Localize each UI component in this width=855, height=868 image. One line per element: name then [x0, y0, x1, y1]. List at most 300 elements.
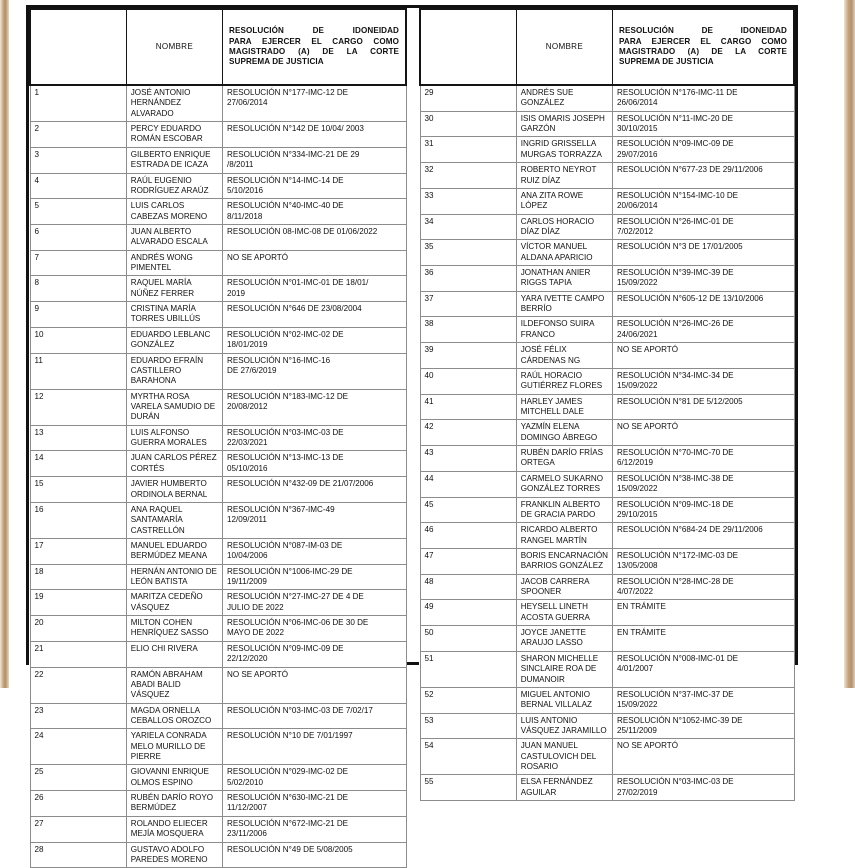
document-page — [12, 0, 841, 864]
right-column — [419, 8, 795, 801]
resolution-line: RESOLUCIÓN N°03-IMC-03 DE — [617, 777, 734, 787]
resolution-line: 7/02/2012 — [617, 226, 654, 236]
cell-number: 46 — [420, 523, 516, 549]
table-row — [30, 703, 406, 729]
resolution-line: RESOLUCIÓN N°13-IMC-13 DE — [227, 453, 344, 463]
cell-resolution — [223, 250, 407, 276]
table-row — [420, 137, 794, 163]
resolution-line: RESOLUCIÓN N°14-IMC-14 DE — [227, 175, 344, 185]
resolution-line: NO SE APORTÓ — [617, 422, 679, 432]
cell-name: JUAN ALBERTO ALVARADO ESCALA — [126, 224, 222, 250]
resolution-line: RESOLUCIÓN N°087-IM-03 DE — [227, 540, 343, 550]
cell-number: 2 — [30, 122, 126, 148]
cell-name: INGRID GRISSELLA MURGAS TORRAZZA — [516, 137, 612, 163]
two-column-layout — [29, 8, 795, 864]
cell-number: 41 — [420, 394, 516, 420]
cell-number: 36 — [420, 266, 516, 292]
table-row — [30, 451, 406, 477]
resolution-line: EN TRÁMITE — [617, 628, 666, 638]
cell-resolution — [613, 739, 795, 775]
cell-name: ANDRÉS SUE GONZÁLEZ — [516, 85, 612, 111]
column-header-resolution — [223, 9, 407, 85]
cell-resolution — [613, 497, 795, 523]
table-row — [420, 317, 794, 343]
resolution-line: 27/06/2014 — [227, 98, 268, 108]
resolution-line: RESOLUCIÓN N°432-09 DE 21/07/2006 — [227, 479, 374, 489]
resolution-line: RESOLUCIÓN N°27-IMC-27 DE 4 DE — [227, 592, 364, 602]
resolution-line: RESOLUCIÓN N°39-IMC-39 DE — [617, 268, 734, 278]
cell-number: 53 — [420, 713, 516, 739]
cell-name: RAMÓN ABRAHAM ABADI BALID VÁSQUEZ — [126, 667, 222, 703]
resolution-line: 18/01/2019 — [227, 340, 268, 350]
cell-number: 16 — [30, 502, 126, 538]
cell-name: MARITZA CEDEÑO VÁSQUEZ — [126, 590, 222, 616]
cell-name: ANDRÉS WONG PIMENTEL — [126, 250, 222, 276]
resolution-line: 13/05/2008 — [617, 561, 658, 571]
cell-name: VÍCTOR MANUEL ALDANA APARICIO — [516, 240, 612, 266]
cell-number: 18 — [30, 564, 126, 590]
resolution-line: 10/04/2006 — [227, 551, 268, 561]
resolution-line: RESOLUCIÓN N°34-IMC-34 DE — [617, 370, 734, 380]
resolution-line: RESOLUCIÓN N°02-IMC-02 DE — [227, 329, 344, 339]
cell-resolution — [613, 85, 795, 111]
cell-name: JAVIER HUMBERTO ORDINOLA BERNAL — [126, 477, 222, 503]
cell-resolution — [613, 111, 795, 137]
cell-resolution — [223, 590, 407, 616]
cell-resolution — [613, 687, 795, 713]
cell-number: 40 — [420, 368, 516, 394]
cell-number: 45 — [420, 497, 516, 523]
cell-number: 37 — [420, 291, 516, 317]
cell-name: MIGUEL ANTONIO BERNAL VILLALAZ — [516, 687, 612, 713]
table-row — [30, 641, 406, 667]
cell-number: 35 — [420, 240, 516, 266]
table-header-left — [30, 9, 406, 85]
table-row — [420, 574, 794, 600]
cell-name: BORIS ENCARNACIÓN BARRIOS GONZÁLEZ — [516, 548, 612, 574]
cell-number: 6 — [30, 224, 126, 250]
cell-number: 31 — [420, 137, 516, 163]
cell-resolution — [223, 502, 407, 538]
cell-number: 43 — [420, 446, 516, 472]
resolution-line: RESOLUCIÓN N°172-IMC-03 DE — [617, 550, 739, 560]
resolution-line: NO SE APORTÓ — [617, 345, 679, 355]
cell-number: 19 — [30, 590, 126, 616]
cell-resolution — [223, 791, 407, 817]
cell-resolution — [223, 85, 407, 122]
cell-number: 49 — [420, 600, 516, 626]
resolution-line: RESOLUCIÓN N°16-IMC-16 — [227, 355, 331, 365]
resolution-line: 8/11/2018 — [227, 211, 263, 221]
resolution-line: RESOLUCIÓN N°03-IMC-03 DE 7/02/17 — [227, 705, 373, 715]
resolution-line: RESOLUCIÓN N°177-IMC-12 DE — [227, 88, 349, 97]
resolution-line: 26/06/2014 — [617, 98, 658, 108]
cell-resolution — [613, 137, 795, 163]
cell-number: 27 — [30, 816, 126, 842]
cell-number: 42 — [420, 420, 516, 446]
cell-resolution — [613, 291, 795, 317]
table-row — [30, 276, 406, 302]
cell-resolution — [223, 842, 407, 868]
cell-resolution — [223, 353, 407, 389]
resolution-line: 15/09/2022 — [617, 700, 658, 710]
cell-name: GIOVANNI ENRIQUE OLMOS ESPINO — [126, 765, 222, 791]
cell-number: 9 — [30, 302, 126, 328]
table-row — [30, 147, 406, 173]
table-row — [420, 240, 794, 266]
table-row — [420, 163, 794, 189]
header-line-1: RESOLUCIÓN DE IDONEIDAD — [229, 26, 399, 36]
resolution-line: 30/10/2015 — [617, 124, 658, 134]
resolution-line: DE 27/6/2019 — [227, 365, 277, 375]
cell-resolution — [613, 240, 795, 266]
cell-name: JUAN CARLOS PÉREZ CORTÉS — [126, 451, 222, 477]
table-row — [30, 477, 406, 503]
table-row — [30, 122, 406, 148]
cell-number: 13 — [30, 425, 126, 451]
cell-name: RAQUEL MARÍA NÚÑEZ FERRER — [126, 276, 222, 302]
cell-name: HEYSELL LINETH ACOSTA GUERRA — [516, 600, 612, 626]
resolution-line: 11/12/2007 — [227, 803, 267, 813]
table-row — [420, 775, 794, 801]
page-edge-left — [0, 0, 9, 688]
cell-resolution — [613, 343, 795, 369]
cell-name: MILTON COHEN HENRÍQUEZ SASSO — [126, 616, 222, 642]
resolution-line: MAYO DE 2022 — [227, 628, 284, 638]
cell-name: HARLEY JAMES MITCHELL DALE — [516, 394, 612, 420]
cell-resolution — [223, 147, 407, 173]
resolution-line: RESOLUCIÓN N°09-IMC-09 DE — [617, 139, 734, 149]
cell-resolution — [613, 214, 795, 240]
table-row — [420, 291, 794, 317]
cell-resolution — [223, 538, 407, 564]
resolution-line: RESOLUCIÓN N°677-23 DE 29/11/2006 — [617, 165, 763, 175]
resolution-line: 2019 — [227, 288, 246, 298]
page-edge-right — [844, 0, 855, 688]
resolution-line: 27/02/2019 — [617, 787, 658, 797]
table-row — [30, 816, 406, 842]
resolution-line: RESOLUCIÓN N°26-IMC-01 DE — [617, 216, 734, 226]
cell-resolution — [613, 600, 795, 626]
cell-number: 17 — [30, 538, 126, 564]
cell-resolution — [223, 816, 407, 842]
cell-name: GUSTAVO ADOLFO PAREDES MORENO — [126, 842, 222, 868]
resolution-line: RESOLUCIÓN N°40-IMC-40 DE — [227, 201, 344, 211]
cell-number: 30 — [420, 111, 516, 137]
table-body-right — [420, 85, 794, 801]
cell-name: GILBERTO ENRIQUE ESTRADA DE ICAZA — [126, 147, 222, 173]
resolution-line: RESOLUCIÓN N°154-IMC-10 DE — [617, 190, 739, 200]
table-row — [30, 842, 406, 868]
resolution-line: NO SE APORTÓ — [617, 741, 679, 751]
cell-number: 48 — [420, 574, 516, 600]
header-line-3: MAGISTRADO (A) DE LA CORTE — [619, 47, 787, 56]
resolution-line: 19/11/2009 — [227, 577, 267, 587]
cell-name: ROLANDO ELIECER MEJÍA MOSQUERA — [126, 816, 222, 842]
header-line-2: PARA EJERCER EL CARGO COMO — [619, 36, 787, 46]
cell-resolution — [223, 302, 407, 328]
resolution-line: RESOLUCIÓN N°49 DE 5/08/2005 — [227, 844, 353, 854]
resolution-line: 05/10/2016 — [227, 463, 268, 473]
resolution-line: RESOLUCIÓN N°684-24 DE 29/11/2006 — [617, 525, 763, 535]
cell-number: 52 — [420, 687, 516, 713]
resolution-line: RESOLUCIÓN N°03-IMC-03 DE — [227, 427, 344, 437]
cell-number: 23 — [30, 703, 126, 729]
column-header-resolution — [613, 9, 795, 85]
resolution-line: 20/08/2012 — [227, 401, 268, 411]
cell-number: 34 — [420, 214, 516, 240]
cell-number: 8 — [30, 276, 126, 302]
cell-resolution — [223, 729, 407, 765]
table-row — [30, 425, 406, 451]
table-row — [420, 626, 794, 652]
cell-resolution — [613, 651, 795, 687]
table-row — [420, 188, 794, 214]
resolution-line: RESOLUCIÓN N°367-IMC-49 — [227, 504, 335, 514]
resolution-line: RESOLUCIÓN N°605-12 DE 13/10/2006 — [617, 293, 764, 303]
cell-number: 39 — [420, 343, 516, 369]
cell-name: RUBÉN DARÍO FRÍAS ORTEGA — [516, 446, 612, 472]
table-row — [420, 651, 794, 687]
resolution-line: NO SE APORTÓ — [227, 252, 289, 262]
cell-resolution — [223, 451, 407, 477]
resolution-line: 6/12/2019 — [617, 458, 654, 468]
cell-number: 5 — [30, 199, 126, 225]
resolution-line: 4/07/2022 — [617, 587, 654, 597]
cell-name: ELIO CHI RIVERA — [126, 641, 222, 667]
column-header-name: NOMBRE — [126, 9, 222, 85]
cell-name: ISIS OMARIS JOSEPH GARZÓN — [516, 111, 612, 137]
resolution-line: 25/11/2009 — [617, 725, 657, 735]
table-row — [30, 199, 406, 225]
table-row — [420, 368, 794, 394]
table-row — [30, 590, 406, 616]
resolution-line: RESOLUCIÓN N°38-IMC-38 DE — [617, 473, 734, 483]
resolution-line: 4/01/2007 — [617, 664, 654, 674]
cell-resolution — [223, 199, 407, 225]
cell-name: JONATHAN ANIER RIGGS TAPIA — [516, 266, 612, 292]
table-row — [420, 266, 794, 292]
cell-name: CRISTINA MARÍA TORRES UBILLÚS — [126, 302, 222, 328]
table-row — [30, 791, 406, 817]
cell-resolution — [223, 667, 407, 703]
cell-name: PERCY EDUARDO ROMÁN ESCOBAR — [126, 122, 222, 148]
cell-name: FRANKLIN ALBERTO DE GRACIA PARDO — [516, 497, 612, 523]
resolution-line: RESOLUCIÓN N°81 DE 5/12/2005 — [617, 396, 743, 406]
cell-resolution — [223, 276, 407, 302]
cell-number: 21 — [30, 641, 126, 667]
resolution-line: 5/10/2016 — [227, 185, 264, 195]
resolution-line: 15/09/2022 — [617, 381, 658, 391]
cell-name: HERNÁN ANTONIO DE LEÓN BATISTA — [126, 564, 222, 590]
cell-name: LUIS ALFONSO GUERRA MORALES — [126, 425, 222, 451]
table-row — [420, 497, 794, 523]
resolution-line: RESOLUCIÓN N°008-IMC-01 DE — [617, 653, 739, 663]
resolution-line: RESOLUCIÓN N°1006-IMC-29 DE — [227, 566, 353, 576]
table-row — [420, 713, 794, 739]
cell-number: 20 — [30, 616, 126, 642]
resolution-line: RESOLUCIÓN N°646 DE 23/08/2004 — [227, 304, 362, 314]
cell-resolution — [223, 564, 407, 590]
table-header-right — [420, 9, 794, 85]
cell-resolution — [613, 266, 795, 292]
resolution-line: 5/02/2010 — [227, 777, 264, 787]
table-row — [30, 173, 406, 199]
table-row — [30, 389, 406, 425]
document-outer-frame — [26, 5, 798, 864]
cell-number: 38 — [420, 317, 516, 343]
cell-resolution — [223, 224, 407, 250]
resolution-line: 22/03/2021 — [227, 438, 268, 448]
cell-name: EDUARDO LEBLANC GONZÁLEZ — [126, 327, 222, 353]
table-row — [30, 667, 406, 703]
resolution-line: RESOLUCIÓN N°09-IMC-18 DE — [617, 499, 734, 509]
column-header-number — [420, 9, 516, 85]
table-row — [30, 250, 406, 276]
cell-number: 33 — [420, 188, 516, 214]
resolution-line: 29/07/2016 — [617, 149, 658, 159]
cell-name: ELSA FERNÁNDEZ AGUILAR — [516, 775, 612, 801]
table-row — [420, 523, 794, 549]
table-row — [30, 729, 406, 765]
cell-number: 29 — [420, 85, 516, 111]
cell-resolution — [613, 163, 795, 189]
cell-number: 24 — [30, 729, 126, 765]
table-row — [420, 111, 794, 137]
cell-name: RICARDO ALBERTO RANGEL MARTÍN — [516, 523, 612, 549]
table-row — [420, 85, 794, 111]
cell-number: 32 — [420, 163, 516, 189]
header-line-2: PARA EJERCER EL CARGO COMO — [229, 36, 399, 46]
cell-name: ROBERTO NEYROT RUIZ DÍAZ — [516, 163, 612, 189]
column-header-name: NOMBRE — [516, 9, 612, 85]
cell-resolution — [613, 548, 795, 574]
resolution-line: RESOLUCIÓN N°01-IMC-01 DE 18/01/ — [227, 278, 369, 288]
cell-number: 12 — [30, 389, 126, 425]
table-row — [30, 224, 406, 250]
header-line-4: SUPREMA DE JUSTICIA — [619, 57, 714, 67]
resolution-line: RESOLUCIÓN N°28-IMC-28 DE — [617, 576, 734, 586]
cell-resolution — [223, 425, 407, 451]
resolution-line: RESOLUCIÓN N°334-IMC-21 DE 29 — [227, 149, 360, 159]
cell-resolution — [223, 703, 407, 729]
cell-resolution — [613, 523, 795, 549]
cell-number: 55 — [420, 775, 516, 801]
resolution-line: 15/09/2022 — [617, 484, 658, 494]
resolution-line: RESOLUCIÓN N°142 DE 10/04/ 2003 — [227, 124, 364, 134]
cell-name: LUIS ANTONIO VÁSQUEZ JARAMILLO — [516, 713, 612, 739]
cell-number: 11 — [30, 353, 126, 389]
resolution-line: RESOLUCIÓN N°11-IMC-20 DE — [617, 113, 733, 123]
resolution-line: RESOLUCIÓN N°06-IMC-06 DE 30 DE — [227, 618, 369, 628]
table-body-left — [30, 85, 406, 868]
cell-name: YARA IVETTE CAMPO BERRÍO — [516, 291, 612, 317]
cell-resolution — [613, 317, 795, 343]
cell-resolution — [223, 327, 407, 353]
column-header-number — [30, 9, 126, 85]
resolution-line: 23/11/2006 — [227, 829, 267, 839]
cell-name: ANA ZITA ROWE LÓPEZ — [516, 188, 612, 214]
cell-number: 26 — [30, 791, 126, 817]
resolution-line: RESOLUCIÓN N°70-IMC-70 DE — [617, 448, 734, 458]
resolution-line: RESOLUCIÓN N°10 DE 7/01/1997 — [227, 731, 353, 741]
header-row — [30, 9, 406, 85]
cell-number: 4 — [30, 173, 126, 199]
cell-resolution — [613, 471, 795, 497]
magistrates-table-right — [419, 8, 795, 801]
header-line-1: RESOLUCIÓN DE IDONEIDAD — [619, 26, 787, 36]
cell-resolution — [223, 616, 407, 642]
resolution-line: RESOLUCIÓN N°630-IMC-21 DE — [227, 793, 349, 803]
resolution-line: JULIO DE 2022 — [227, 602, 284, 612]
cell-name: JOYCE JANETTE ARAUJO LASSO — [516, 626, 612, 652]
table-row — [30, 85, 406, 122]
cell-number: 3 — [30, 147, 126, 173]
cell-name: RAÚL HORACIO GUTIÉRREZ FLORES — [516, 368, 612, 394]
cell-resolution — [223, 477, 407, 503]
cell-name: MANUEL EDUARDO BERMÚDEZ MEANA — [126, 538, 222, 564]
table-row — [420, 687, 794, 713]
resolution-line: RESOLUCIÓN N°37-IMC-37 DE — [617, 689, 734, 699]
cell-resolution — [613, 626, 795, 652]
resolution-line: NO SE APORTÓ — [227, 669, 289, 679]
cell-number: 51 — [420, 651, 516, 687]
resolution-line: 29/10/2015 — [617, 509, 658, 519]
resolution-line: RESOLUCIÓN N°26-IMC-26 DE — [617, 319, 734, 329]
cell-number: 44 — [420, 471, 516, 497]
cell-name: JOSÉ ANTONIO HERNÁNDEZ ALVARADO — [126, 85, 222, 122]
cell-name: SHARON MICHELLE SINCLAIRE ROA DE DUMANOIR — [516, 651, 612, 687]
cell-name: JACOB CARRERA SPOONER — [516, 574, 612, 600]
cell-resolution — [613, 368, 795, 394]
cell-number: 22 — [30, 667, 126, 703]
table-row — [30, 353, 406, 389]
resolution-line: 20/06/2014 — [617, 201, 658, 211]
cell-name: ILDEFONSO SUIRA FRANCO — [516, 317, 612, 343]
cell-number: 25 — [30, 765, 126, 791]
table-row — [420, 739, 794, 775]
cell-name: JOSÉ FÉLIX CÁRDENAS NG — [516, 343, 612, 369]
cell-number: 1 — [30, 85, 126, 122]
header-line-3: MAGISTRADO (A) DE LA CORTE — [229, 47, 399, 56]
table-row — [420, 471, 794, 497]
table-row — [30, 302, 406, 328]
cell-resolution — [613, 394, 795, 420]
resolution-line: RESOLUCIÓN N°09-IMC-09 DE — [227, 643, 344, 653]
resolution-line: RESOLUCIÓN N°183-IMC-12 DE — [227, 391, 349, 401]
cell-resolution — [223, 641, 407, 667]
cell-resolution — [613, 574, 795, 600]
cell-name: LUIS CARLOS CABEZAS MORENO — [126, 199, 222, 225]
cell-name: RAÚL EUGENIO RODRÍGUEZ ARAÚZ — [126, 173, 222, 199]
cell-resolution — [613, 446, 795, 472]
resolution-line: EN TRÁMITE — [617, 602, 666, 612]
cell-resolution — [223, 122, 407, 148]
cell-name: CARLOS HORACIO DÍAZ DÍAZ — [516, 214, 612, 240]
resolution-line: RESOLUCIÓN 08-IMC-08 DE 01/06/2022 — [227, 226, 378, 236]
cell-name: YARIELA CONRADA MELO MURILLO DE PIERRE — [126, 729, 222, 765]
cell-name: MYRTHA ROSA VARELA SAMUDIO DE DURÁN — [126, 389, 222, 425]
table-row — [420, 446, 794, 472]
cell-number: 7 — [30, 250, 126, 276]
resolution-line: RESOLUCIÓN N°1052-IMC-39 DE — [617, 715, 743, 725]
cell-resolution — [223, 765, 407, 791]
cell-name: CARMELO SUKARNO GONZÁLEZ TORRES — [516, 471, 612, 497]
cell-number: 50 — [420, 626, 516, 652]
cell-resolution — [223, 389, 407, 425]
resolution-line: RESOLUCIÓN N°029-IMC-02 DE — [227, 767, 349, 777]
cell-number: 28 — [30, 842, 126, 868]
